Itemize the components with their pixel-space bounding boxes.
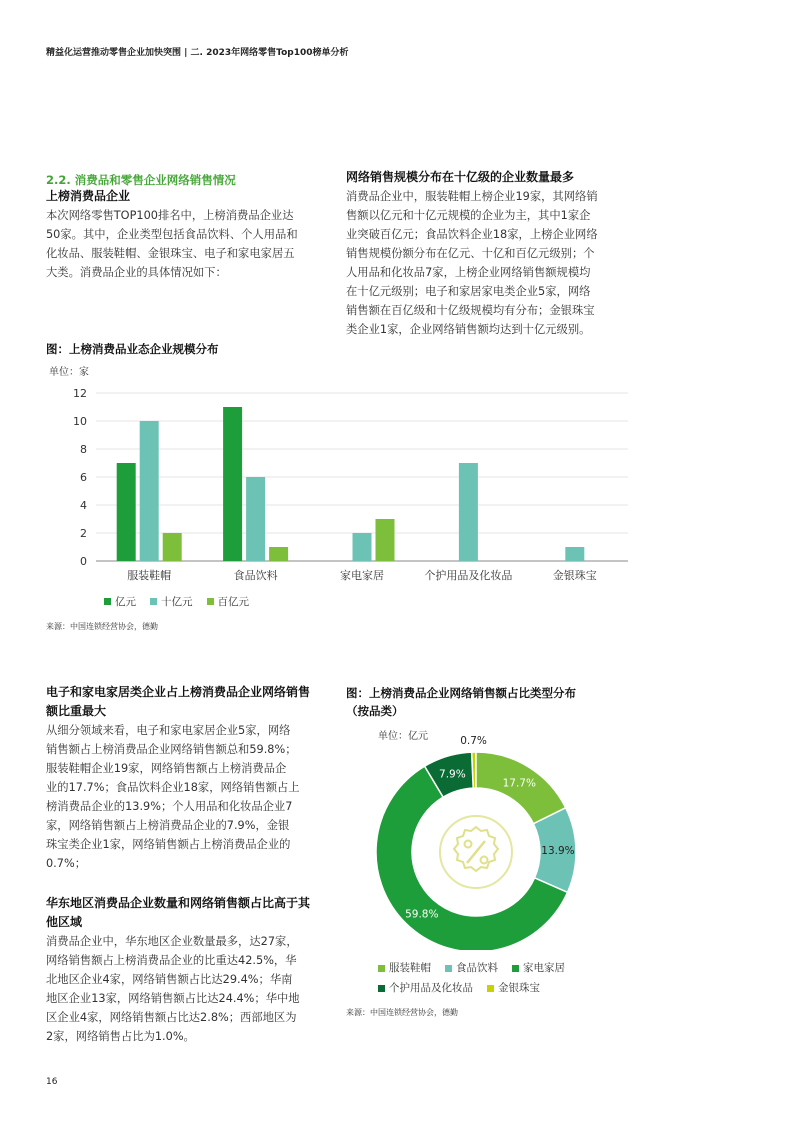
x-tick-label: 个护用品及化妆品 [424, 569, 513, 582]
y-tick-label: 10 [73, 415, 87, 428]
text-line: 服装鞋帽企业19家，网络销售额占上榜消费品企 [46, 762, 287, 775]
legend-swatch [104, 598, 111, 605]
text-line: 消费品企业中，服装鞋帽上榜企业19家，其网络销 [346, 190, 598, 203]
legend-swatch [150, 598, 157, 605]
legend-item-yiyuan [104, 594, 136, 609]
right-intro [346, 168, 646, 339]
bar-figure-title: 图：上榜消费品业态企业规模分布 [46, 342, 219, 356]
legend-label: 家电家居 [523, 962, 565, 974]
lower-heading-1 [46, 683, 338, 721]
percent-badge-icon [434, 810, 518, 894]
x-tick-label: 服装鞋帽 [127, 569, 172, 582]
slice-label: 59.8% [405, 908, 439, 921]
left-paragraph [46, 206, 336, 282]
text-line: 榜消费品企业的13.9%；个人用品和化妆品企业7 [46, 800, 293, 813]
text-line: 人用品和化妆品7家，上榜企业网络销售额规模均 [346, 266, 591, 279]
y-tick-label: 8 [80, 443, 87, 456]
bar-figure-unit: 单位：家 [49, 367, 89, 378]
legend-label: 十亿元 [161, 596, 193, 608]
bar [117, 463, 136, 561]
text-line: 地区企业13家，网络销售额占比达24.4%；华中地 [46, 992, 300, 1005]
left-intro [46, 187, 336, 282]
legend-swatch [378, 985, 385, 992]
title-line: 图：上榜消费品企业网络销售额占比类型分布 [346, 686, 576, 700]
text-line: 家，网络销售额占上榜消费品企业的7.9%，金银 [46, 819, 290, 832]
bar [353, 533, 372, 561]
text-line: 业突破百亿元；食品饮料企业18家，上榜企业网络 [346, 228, 598, 241]
bar [565, 547, 584, 561]
slice-label: 17.7% [502, 777, 536, 790]
legend-swatch [207, 598, 214, 605]
legend-label: 金银珠宝 [498, 982, 540, 994]
y-tick-label: 0 [80, 555, 87, 568]
y-tick-label: 12 [73, 387, 87, 400]
heading-line: 华东地区消费品企业数量和网络销售额占比高于其 [46, 896, 311, 910]
heading-line: 电子和家电家居类企业占上榜消费品企业网络销售 [46, 685, 311, 699]
y-tick-label: 2 [80, 527, 87, 540]
left-heading: 上榜消费品企业 [46, 189, 131, 203]
donut-figure-title [346, 684, 576, 720]
donut-figure-unit: 单位：亿元 [378, 731, 428, 742]
bar [459, 463, 478, 561]
x-tick-label: 食品饮料 [233, 569, 278, 582]
heading-line: 他区域 [46, 915, 83, 929]
text-line: 在十亿元级别；电子和家居家电类企业5家，网络 [346, 285, 591, 298]
bar-chart [0, 380, 793, 590]
section-title: 2.2. 消费品和零售企业网络销售情况 [46, 173, 236, 187]
legend-swatch [512, 965, 519, 972]
x-tick-label: 家电家居 [340, 569, 384, 582]
text-line: 0.7%； [46, 857, 86, 870]
bar [376, 519, 395, 561]
legend-item-baiyiyuan [207, 594, 250, 609]
donut-legend [378, 958, 608, 998]
slice-label: 7.9% [439, 768, 466, 781]
text-line: 本次网络零售TOP100排名中，上榜消费品企业达 [46, 209, 294, 222]
slice-label: 13.9% [541, 845, 575, 858]
legend-item-jewelry [487, 978, 540, 998]
text-line: 区企业4家，网络销售额占比达2.8%；西部地区为 [46, 1011, 297, 1024]
right-paragraph [346, 187, 646, 339]
slice-label: 0.7% [460, 735, 487, 748]
text-line: 销售额在百亿级和十亿级规模均有分布；金银珠宝 [346, 304, 595, 317]
text-line: 2家，网络销售占比为1.0%。 [46, 1030, 195, 1043]
heading-line: 额比重最大 [46, 704, 107, 718]
text-line: 消费品企业中，华东地区企业数量最多，达27家， [46, 935, 298, 948]
text-line: 网络销售额占上榜消费品企业的比重达42.5%，华 [46, 954, 297, 967]
legend-label: 百亿元 [217, 596, 249, 608]
lower-left-text [46, 683, 338, 1046]
bar [246, 477, 265, 561]
text-line: 从细分领域来看，电子和家电家居企业5家，网络 [46, 724, 291, 737]
bar [269, 547, 288, 561]
y-tick-label: 6 [80, 471, 87, 484]
lower-paragraph-1 [46, 721, 338, 873]
y-tick-label: 4 [80, 499, 87, 512]
text-line: 售额以亿元和十亿元规模的企业为主，其中1家企 [346, 209, 591, 222]
legend-item-appliance [512, 958, 565, 978]
text-line: 珠宝类企业1家，网络销售额占上榜消费品企业的 [46, 838, 291, 851]
running-header: 精益化运营推动零售企业加快突围 | 二. 2023年网络零售Top100榜单分析 [46, 48, 349, 58]
legend-label: 食品饮料 [456, 962, 498, 974]
text-line: 大类。消费品企业的具体情况如下： [46, 266, 227, 279]
legend-item-shiyiyuan [150, 594, 193, 609]
donut-chart [340, 735, 640, 950]
page-number: 16 [46, 1077, 58, 1087]
text-line: 类企业1家，企业网络销售额均达到十亿元级别。 [346, 323, 591, 336]
legend-label: 个护用品及化妆品 [389, 982, 473, 994]
bar-figure-source: 来源：中国连锁经营协会，德勤 [46, 622, 158, 631]
donut-figure-source: 来源：中国连锁经营协会，德勤 [346, 1008, 458, 1017]
legend-swatch [445, 965, 452, 972]
text-line: 业的17.7%；食品饮料企业18家，网络销售额占上 [46, 781, 300, 794]
legend-item-food [445, 958, 498, 978]
legend-label: 亿元 [115, 596, 136, 608]
text-line: 50家。其中，企业类型包括食品饮料、个人用品和 [46, 228, 298, 241]
right-heading: 网络销售规模分布在十亿级的企业数量最多 [346, 170, 575, 184]
title-line: （按品类） [346, 704, 404, 718]
legend-item-apparel [378, 958, 431, 978]
legend-swatch [487, 985, 494, 992]
lower-heading-2 [46, 894, 338, 932]
legend-label: 服装鞋帽 [389, 962, 431, 974]
text-line: 北地区企业4家，网络销售额占比达29.4%；华南 [46, 973, 293, 986]
lower-paragraph-2 [46, 932, 338, 1046]
legend-item-personal-care [378, 978, 473, 998]
bar-legend [104, 594, 263, 609]
legend-swatch [378, 965, 385, 972]
x-tick-label: 金银珠宝 [552, 569, 597, 582]
bar [163, 533, 182, 561]
bar [140, 421, 159, 561]
bar [223, 407, 242, 561]
text-line: 化妆品、服装鞋帽、金银珠宝、电子和家电家居五 [46, 247, 295, 260]
text-line: 销售额占上榜消费品企业网络销售额总和59.8%； [46, 743, 297, 756]
text-line: 销售规模份额分布在亿元、十亿和百亿元级别；个 [346, 247, 595, 260]
